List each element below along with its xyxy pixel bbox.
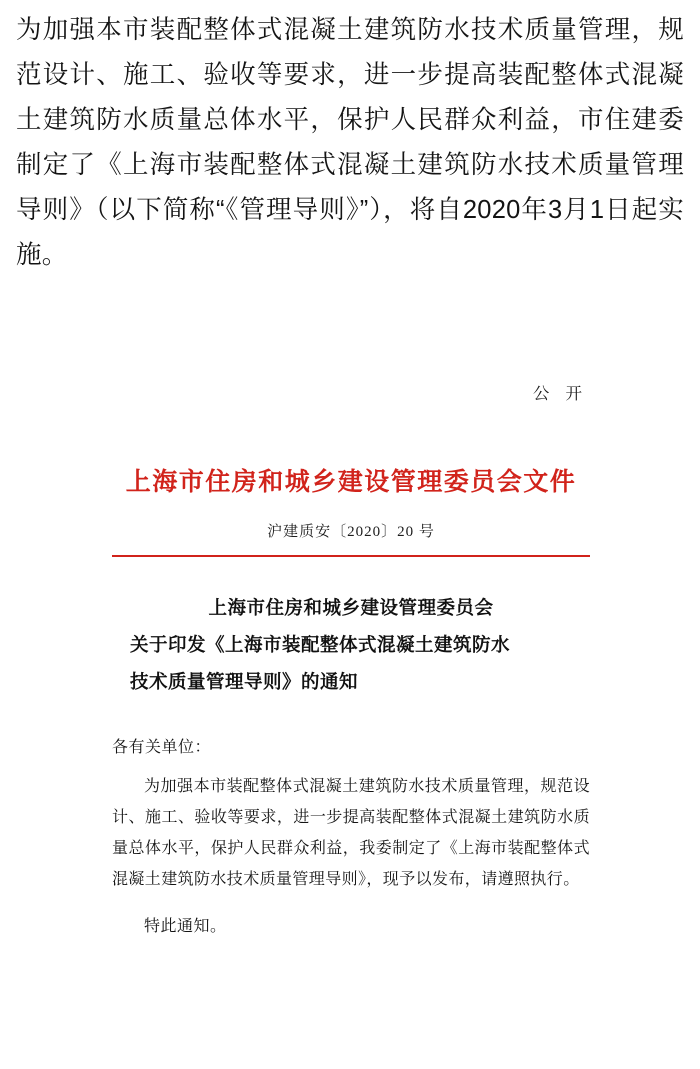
- body-paragraph: 为加强本市装配整体式混凝土建筑防水技术质量管理，规范设计、施工、验收等要求，进一步提高装配整体式混凝土建筑防水质量总体水平，保护人民群众利益，我委制定了《上海市装配整体式混凝土建筑防水技术质量管理导则》，现予以发布，请遵照执行。: [112, 778, 590, 888]
- document-number: 沪建质安〔2020〕20 号: [267, 524, 435, 540]
- document-title-line-1: 上海市住房和城乡建设管理委员会: [208, 599, 494, 619]
- salutation: 各有关单位：: [112, 739, 212, 756]
- document-title: [112, 591, 590, 702]
- closing-line: 特此通知。: [144, 918, 227, 935]
- issuing-organization-header: 上海市住房和城乡建设管理委员会文件: [125, 469, 577, 496]
- red-divider-rule: [112, 555, 590, 557]
- official-document: [112, 380, 590, 936]
- classification-label: 公 开: [532, 384, 588, 403]
- document-title-line-2: 关于印发《上海市装配整体式混凝土建筑防水: [130, 636, 511, 656]
- document-body: [112, 771, 590, 895]
- document-title-line-3: 技术质量管理导则》的通知: [130, 673, 359, 693]
- intro-paragraph: 为加强本市装配整体式混凝土建筑防水技术质量管理，规范设计、施工、验收等要求，进一步提高装配整体式混凝土建筑防水质量总体水平，保护人民群众利益，市住建委制定了《上海市装配整体式混凝土建筑防水技术质量管理导则》（以下简称“《管理导则》”），将自2020年3月1日起实施。: [16, 16, 684, 269]
